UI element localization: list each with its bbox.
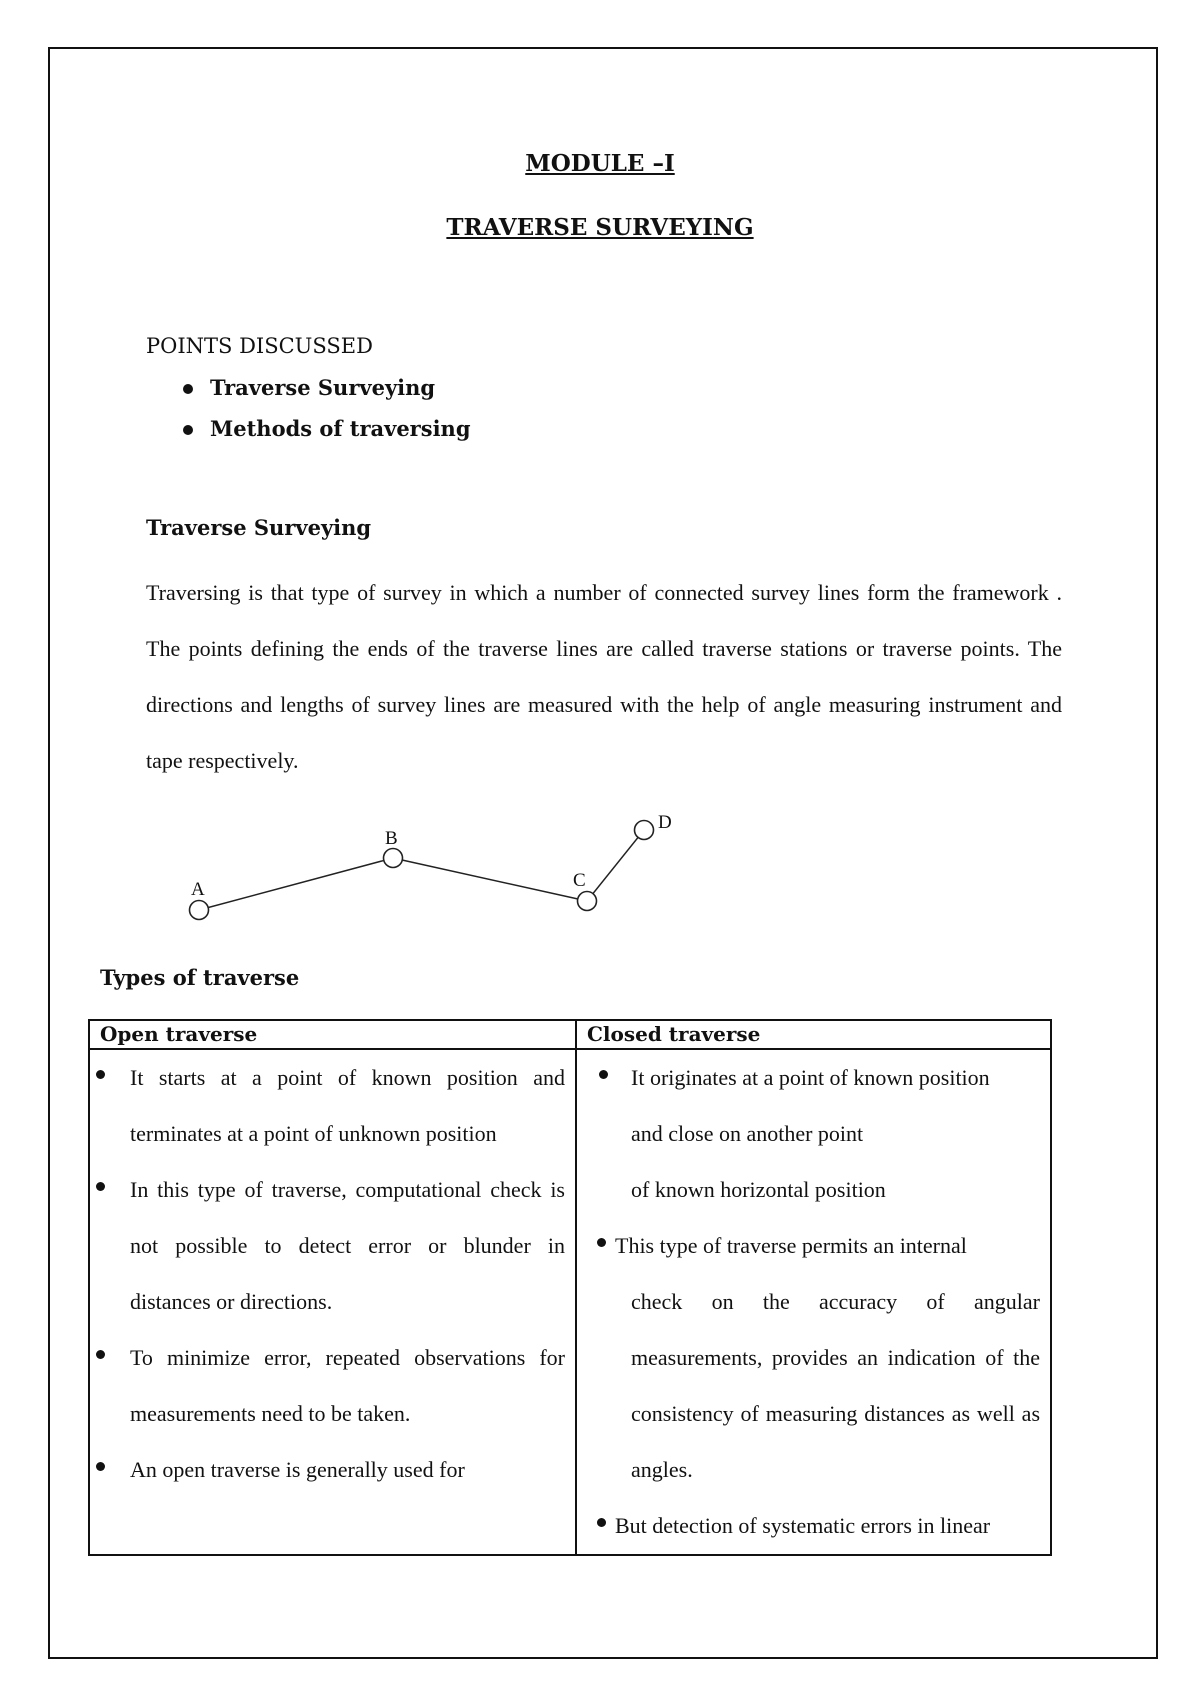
- list-item: But detection of systematic errors in linear: [577, 1498, 1050, 1554]
- list-item-line: of known horizontal position: [631, 1177, 886, 1202]
- list-item: [577, 1050, 1050, 1218]
- station-a-marker: [190, 901, 209, 920]
- open-traverse-cell: [89, 1049, 576, 1555]
- station-b-label: B: [385, 828, 398, 849]
- station-c-marker: [578, 892, 597, 911]
- list-item: An open traverse is generally used for: [90, 1442, 575, 1498]
- list-item: It starts at a point of known position and terminates at a point of unknown position: [90, 1050, 575, 1162]
- open-traverse-header: Open traverse: [89, 1020, 576, 1049]
- closed-traverse-cell: [576, 1049, 1051, 1555]
- traverse-line-ab: [199, 858, 393, 910]
- list-item: [577, 1218, 1050, 1498]
- traverse-definition-paragraph: Traversing is that type of survey in which a number of connected survey lines form the framework . The points defining the ends of the traverse lines are called traverse stations or traverse points. The directions and lengths of survey lines are measured with the help of angle measuring instrument and tape respectively.: [146, 580, 1062, 773]
- types-of-traverse-heading: Types of traverse: [100, 965, 300, 990]
- points-item: Methods of traversing: [146, 416, 471, 457]
- list-item-continuation: check on the accuracy of angular measurements, provides an indication of the consistency of measuring distances as well as angles.: [631, 1289, 1040, 1482]
- open-traverse-list: [90, 1050, 575, 1498]
- station-d-label: D: [658, 812, 672, 833]
- traverse-line-bc: [393, 858, 587, 901]
- station-c-label: C: [573, 870, 586, 891]
- list-item-line: It originates at a point of known position: [631, 1065, 990, 1090]
- list-item: To minimize error, repeated observations for measurements need to be taken.: [90, 1330, 575, 1442]
- list-item: In this type of traverse, computational check is not possible to detect error or blunder in distances or directions.: [90, 1162, 575, 1330]
- traverse-line-cd: [587, 830, 644, 901]
- points-item: Traverse Surveying: [146, 375, 471, 416]
- points-discussed-heading: POINTS DISCUSSED: [146, 334, 373, 358]
- traverse-surveying-heading: Traverse Surveying: [146, 515, 372, 540]
- module-title: MODULE –I: [525, 150, 675, 177]
- closed-traverse-list: [577, 1050, 1050, 1554]
- traverse-types-table: [88, 1019, 1052, 1556]
- traverse-diagram: [180, 805, 700, 925]
- station-a-label: A: [191, 879, 205, 900]
- points-discussed-list: [146, 375, 471, 457]
- station-d-marker: [635, 821, 654, 840]
- topic-title: TRAVERSE SURVEYING: [446, 214, 754, 241]
- closed-traverse-header: Closed traverse: [576, 1020, 1051, 1049]
- list-item-line: This type of traverse permits an internal: [615, 1233, 967, 1258]
- station-b-marker: [384, 849, 403, 868]
- list-item-line: and close on another point: [631, 1121, 864, 1146]
